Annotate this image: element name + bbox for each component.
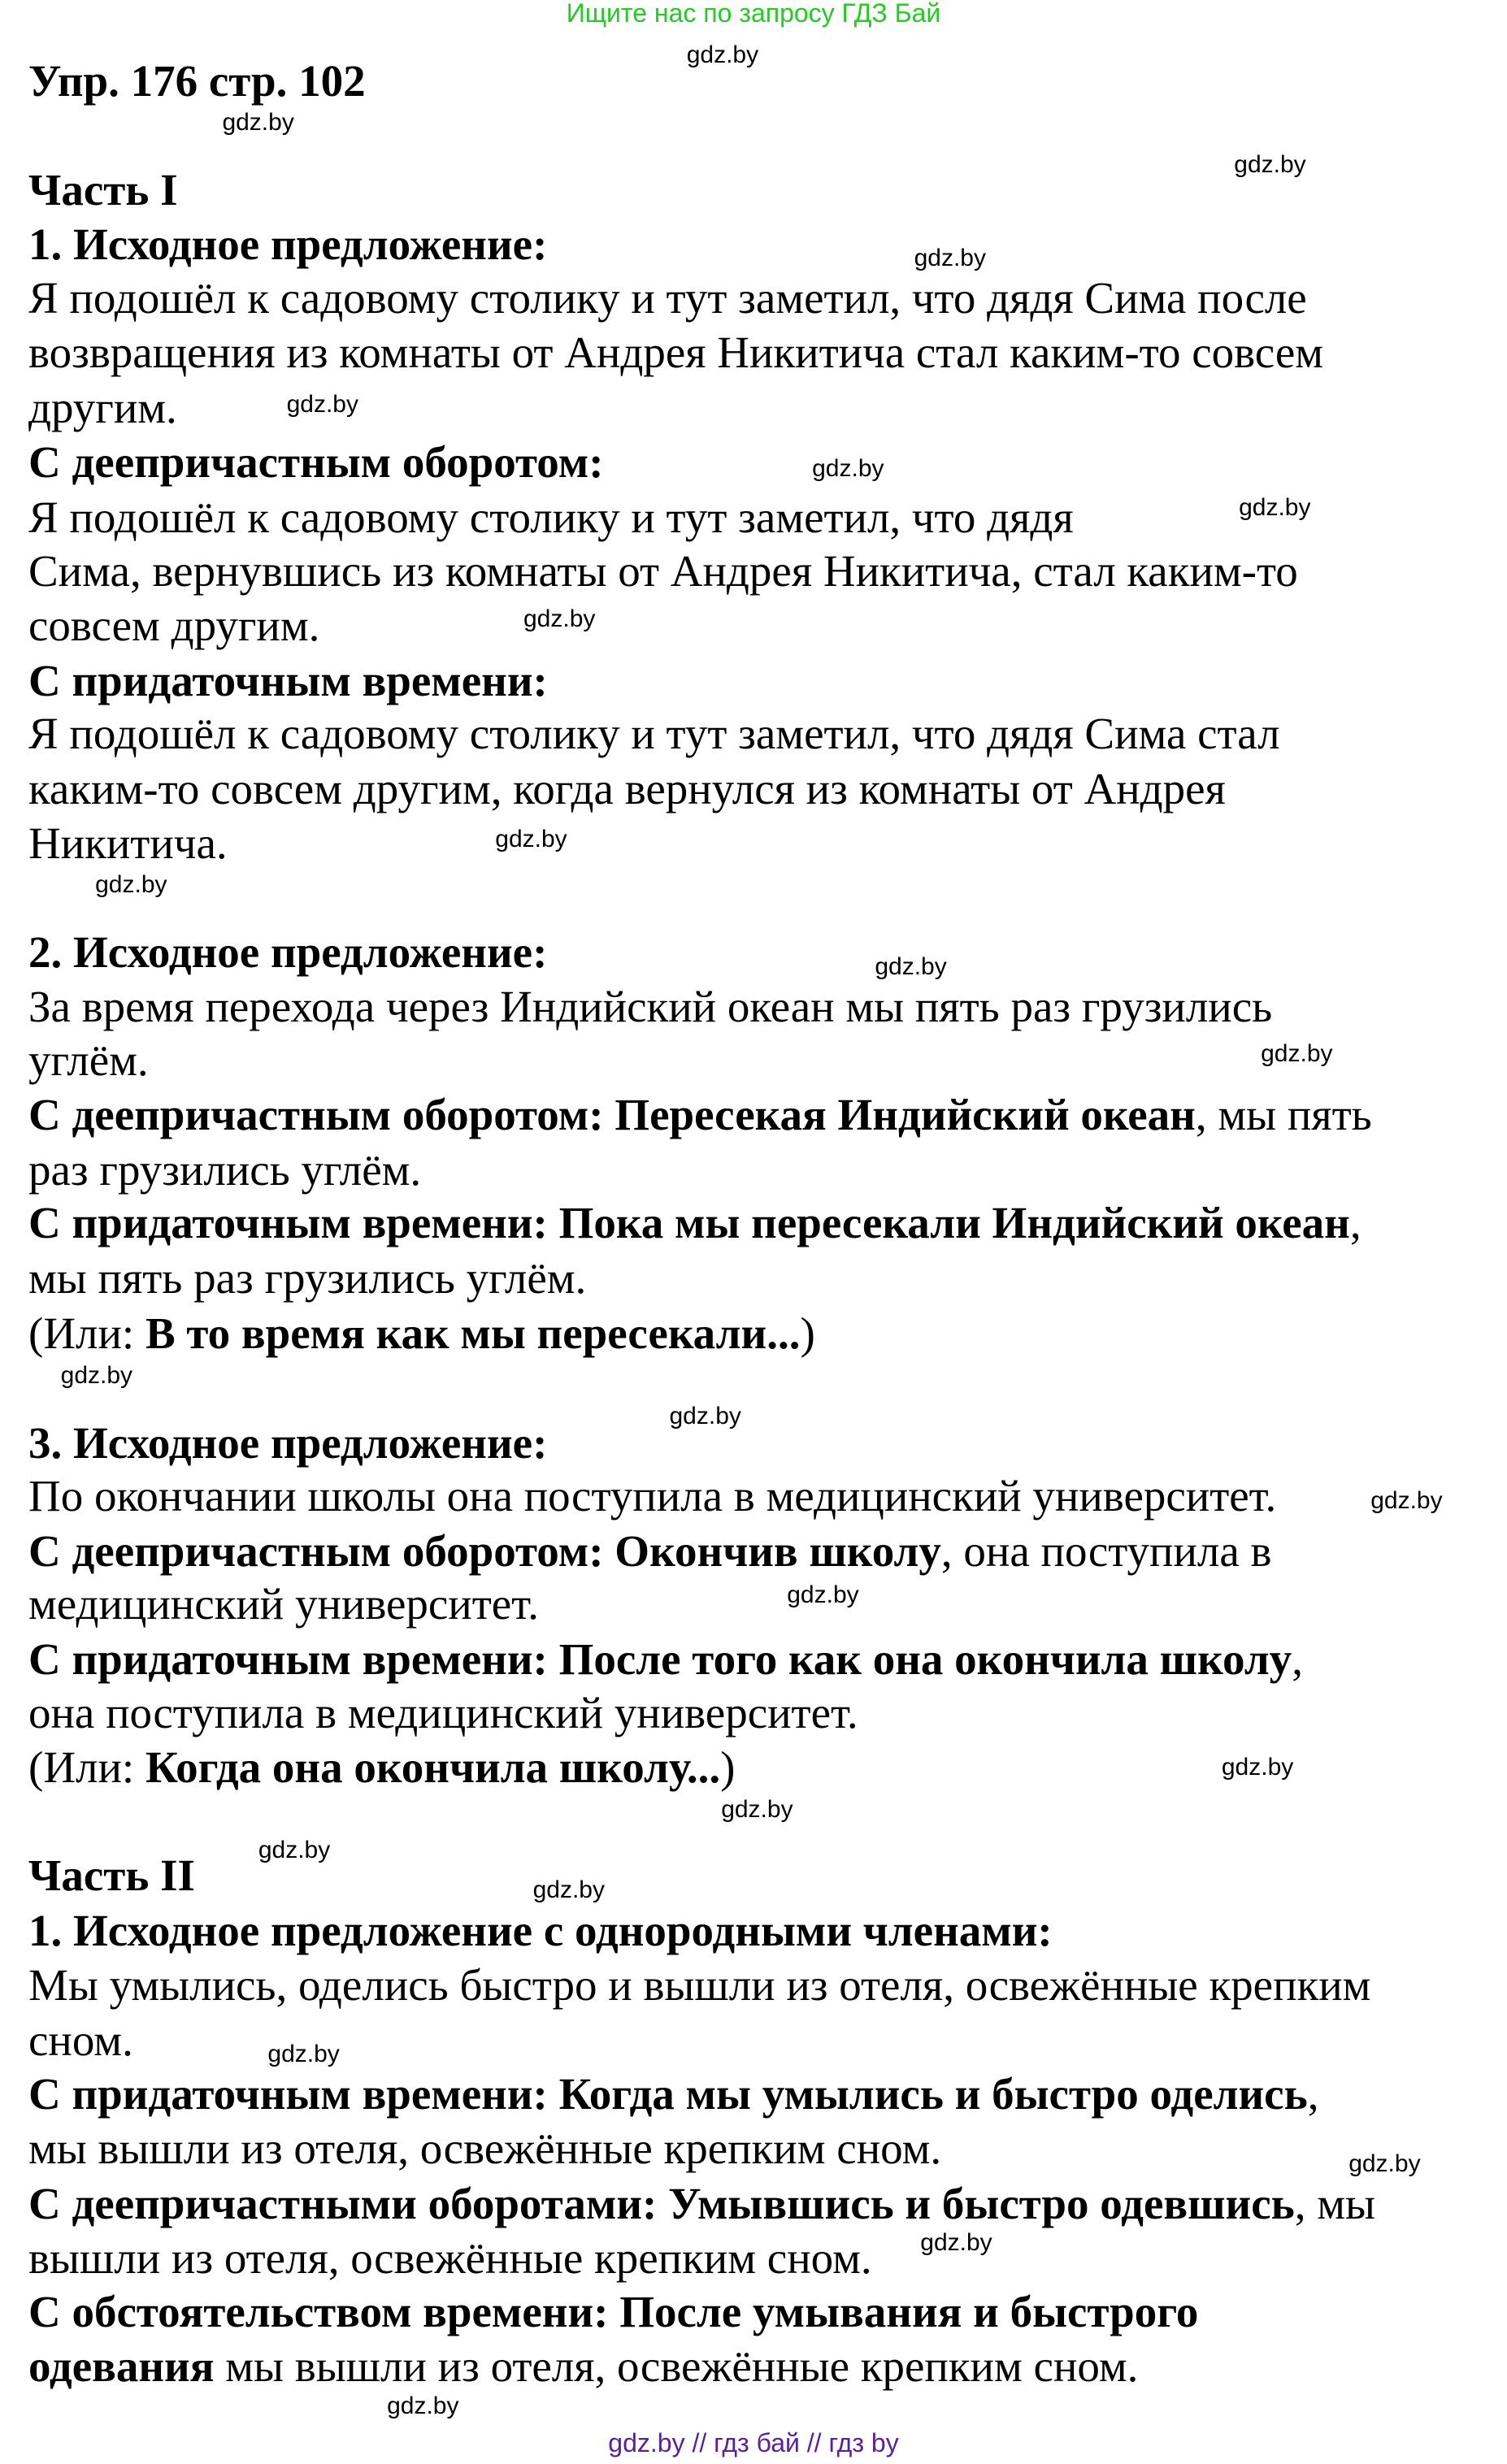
heading-line xyxy=(28,657,548,705)
text-line xyxy=(28,384,177,432)
text: мы вышли из отеля, освежённые крепким сном. xyxy=(214,2341,1139,2392)
footer-links: gdz.by // гдз бай // гдз by xyxy=(608,2428,899,2457)
text-line xyxy=(28,1091,1372,1139)
watermark-text: gdz.by xyxy=(523,605,596,633)
watermark-text: gdz.by xyxy=(920,2229,992,2257)
bold-text: В то время как мы пересекали... xyxy=(145,1308,801,1358)
text-line xyxy=(28,547,1298,596)
text-line xyxy=(28,2342,1138,2391)
text: , она поступила в xyxy=(940,1525,1272,1576)
text: каким-то совсем другим, когда вернулся из комнаты от Андрея xyxy=(28,763,1226,813)
watermark-text: gdz.by xyxy=(258,1837,331,1864)
bold-text: С придаточным времени: После того как она окончила школу xyxy=(28,1633,1292,1684)
text-line xyxy=(28,2070,1318,2119)
watermark-text: gdz.by xyxy=(914,245,986,272)
text-line xyxy=(28,1580,539,1629)
text: Я подошёл к садовому столику и тут заметил, что дядя Сима после xyxy=(28,272,1307,323)
heading-line xyxy=(28,1907,1053,1955)
text-line xyxy=(28,765,1226,813)
text-line xyxy=(28,493,1074,542)
text: , xyxy=(1349,1198,1362,1248)
text-line xyxy=(28,2124,941,2173)
bold-text: 2. Исходное предложение: xyxy=(28,926,548,977)
text-line xyxy=(28,2016,133,2065)
text-line xyxy=(28,274,1307,323)
text-line xyxy=(28,1309,815,1358)
text: мы пять раз грузились углём. xyxy=(28,1252,587,1303)
text-line xyxy=(28,1199,1362,1247)
watermark-text: gdz.by xyxy=(875,953,947,981)
watermark-text: gdz.by xyxy=(812,455,884,483)
text: Я подошёл к садовому столику и тут заметил, что дядя Сима стал xyxy=(28,709,1280,759)
text-line xyxy=(28,819,228,868)
watermark-text: gdz.by xyxy=(669,1402,741,1429)
text: Мы умылись, оделись быстро и вышли из отеля, освежённые крепким xyxy=(28,1960,1371,2011)
bold-text: С деепричастным оборотом: Окончив школу xyxy=(28,1525,941,1576)
text: другим. xyxy=(28,382,177,432)
text-line xyxy=(28,601,319,650)
text-line xyxy=(28,1527,1272,1576)
bold-text: 1. Исходное предложение: xyxy=(28,219,548,270)
watermark-text: gdz.by xyxy=(721,1796,793,1824)
heading-line xyxy=(28,1419,547,1468)
watermark-text: gdz.by xyxy=(787,1581,859,1608)
text: , мы пять xyxy=(1195,1090,1372,1140)
text: ) xyxy=(800,1308,815,1358)
watermark-text: gdz.by xyxy=(1348,2150,1421,2178)
text: углём. xyxy=(28,1035,149,1085)
text: , xyxy=(1292,1633,1303,1684)
text: Сима, вернувшись из комнаты от Андрея Никитича, стал каким-то xyxy=(28,545,1298,596)
text-line xyxy=(28,1635,1303,1684)
watermark-text: gdz.by xyxy=(222,108,294,136)
heading-line xyxy=(28,928,547,977)
text: , мы xyxy=(1294,2178,1375,2228)
text: (Или: xyxy=(28,1308,145,1358)
bold-text: С обстоятельством времени: После умывания и быстрого xyxy=(28,2286,1199,2336)
watermark-text: gdz.by xyxy=(495,825,567,852)
text-line xyxy=(28,2234,872,2283)
text: совсем другим. xyxy=(28,601,320,651)
watermark-text: gdz.by xyxy=(267,2040,340,2067)
heading-line xyxy=(28,166,178,215)
text-line xyxy=(28,2180,1375,2228)
text-line xyxy=(28,1146,421,1195)
text: Никитича. xyxy=(28,818,228,869)
bold-text: Упр. 176 стр. 102 xyxy=(28,56,366,106)
bold-text: С деепричастными оборотами: Умывшись и быстро одевшись xyxy=(28,2178,1295,2228)
text-line xyxy=(28,1254,586,1303)
watermark-text: gdz.by xyxy=(686,41,759,68)
bold-text: С придаточным времени: Когда мы умылись и быстро оделись xyxy=(28,2068,1308,2119)
text: За время перехода через Индийский океан мы пять раз грузились xyxy=(28,982,1273,1032)
text-line xyxy=(28,983,1272,1031)
text-line xyxy=(28,1036,149,1085)
text-line xyxy=(28,328,1323,377)
text: Я подошёл к садовому столику и тут заметил, что дядя xyxy=(28,492,1074,542)
text-line xyxy=(28,1961,1370,2010)
watermark-text: gdz.by xyxy=(1261,1039,1333,1067)
bold-text: Часть I xyxy=(28,164,178,215)
watermark-text: gdz.by xyxy=(95,870,167,898)
watermark-text: gdz.by xyxy=(1234,150,1306,178)
watermark-text: gdz.by xyxy=(1221,1754,1294,1781)
bold-text: 1. Исходное предложение с однородными членами: xyxy=(28,1905,1053,1955)
bold-text: 3. Исходное предложение: xyxy=(28,1417,548,1468)
text: сном. xyxy=(28,2015,133,2065)
text: она поступила в медицинский университет. xyxy=(28,1687,858,1737)
watermark-text: gdz.by xyxy=(286,390,358,418)
bold-text: С придаточным времени: Пока мы пересекали Индийский океан xyxy=(28,1198,1350,1248)
text: возвращения из комнаты от Андрея Никитича стал каким-то совсем xyxy=(28,328,1324,378)
watermark-text: gdz.by xyxy=(1239,494,1311,522)
text: ) xyxy=(720,1742,736,1793)
text: По окончании школы она поступила в медицинский университет. xyxy=(28,1471,1277,1521)
text: (Или: xyxy=(28,1742,145,1793)
text: медицинский университет. xyxy=(28,1579,539,1629)
text-line xyxy=(28,1743,735,1792)
bold-text: Когда она окончила школу... xyxy=(145,1742,721,1793)
heading-line xyxy=(28,220,547,269)
bold-text: одевания xyxy=(28,2341,215,2392)
heading-line xyxy=(28,438,604,487)
heading-line xyxy=(28,1851,195,1900)
text: раз грузились углём. xyxy=(28,1144,422,1195)
bold-text: С придаточным времени: xyxy=(28,655,548,705)
watermark-text: gdz.by xyxy=(60,1361,133,1389)
bold-text: С деепричастным оборотом: xyxy=(28,437,604,488)
text: мы вышли из отеля, освежённые крепким сном. xyxy=(28,2123,942,2174)
watermark-text: gdz.by xyxy=(532,1876,605,1903)
bold-text: С деепричастным оборотом: Пересекая Индийский океан xyxy=(28,1090,1196,1140)
text: , xyxy=(1307,2068,1319,2119)
bold-text: Часть II xyxy=(28,1850,195,1901)
search-banner: Ищите нас по запросу ГДЗ Бай xyxy=(566,0,941,28)
text: вышли из отеля, освежённые крепким сном. xyxy=(28,2233,872,2284)
text-line xyxy=(28,1472,1276,1520)
text-line xyxy=(28,1689,858,1737)
text-line xyxy=(28,709,1280,758)
heading-line xyxy=(28,2288,1198,2336)
watermark-text: gdz.by xyxy=(387,2392,459,2419)
heading-line xyxy=(28,57,366,106)
watermark-text: gdz.by xyxy=(1370,1487,1443,1514)
